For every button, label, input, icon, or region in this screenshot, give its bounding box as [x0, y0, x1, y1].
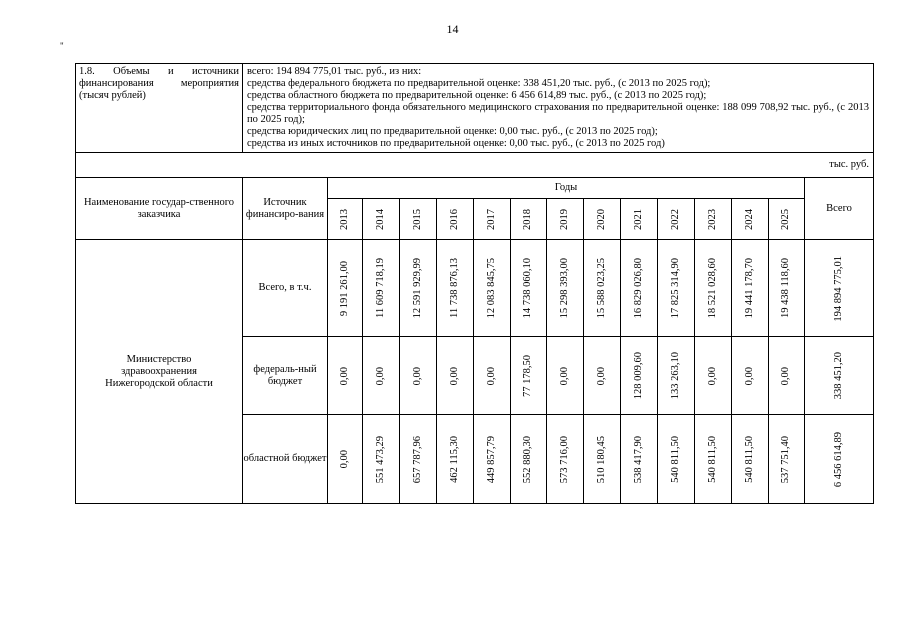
- value-cell: 14 738 060,10: [522, 258, 534, 319]
- header-years: Годы: [328, 178, 805, 199]
- units-label: тыс. руб.: [76, 153, 874, 178]
- year-label: 2025: [780, 208, 792, 230]
- customer-name: [76, 240, 243, 504]
- value-cell: 510 180,45: [595, 435, 607, 484]
- value-cell: 128 009,60: [632, 352, 644, 400]
- value-cell: 0,00: [558, 366, 570, 386]
- section-total: всего: 194 894 775,01 тыс. руб., из них:: [247, 66, 422, 77]
- value-cell: 17 825 314,90: [669, 258, 681, 319]
- value-cell: 551 473,29: [374, 435, 386, 484]
- quote-mark: ": [60, 41, 64, 51]
- value-cell: 537 751,40: [780, 435, 792, 484]
- value-cell: 657 787,96: [411, 435, 423, 484]
- section-body: [243, 64, 874, 153]
- units-row: [76, 153, 874, 178]
- value-cell: 552 880,30: [522, 435, 534, 484]
- value-cell: 9 191 261,00: [338, 260, 350, 316]
- table-row-total: [76, 240, 874, 337]
- total-cell: 338 451,20: [832, 352, 844, 400]
- section-federal: средства федерального бюджета по предварительной оценке: 338 451,20 тыс. руб., (с 2013 по 2025 год);: [247, 78, 711, 90]
- value-cell: 12 591 929,99: [411, 258, 423, 319]
- year-label: 2017: [485, 208, 497, 230]
- year-label: 2023: [706, 208, 718, 230]
- section-regional: средства областного бюджета по предварительной оценке: 6 456 614,89 тыс. руб., (с 2013 по 2025 год);: [247, 90, 707, 102]
- value-cell: 15 588 023,25: [595, 258, 607, 319]
- total-cell: 6 456 614,89: [832, 431, 844, 487]
- customer-label: Министерство здравоохранения Нижегородской области: [105, 353, 213, 389]
- value-cell: 0,00: [595, 366, 607, 386]
- value-cell: 0,00: [411, 366, 423, 386]
- year-label: 2021: [632, 208, 644, 230]
- value-cell: 0,00: [338, 366, 350, 386]
- value-cell: 0,00: [743, 366, 755, 386]
- value-cell: 0,00: [780, 366, 792, 386]
- value-cell: 0,00: [485, 366, 497, 386]
- value-cell: 540 811,50: [706, 436, 718, 483]
- year-label: 2024: [743, 208, 755, 230]
- value-cell: 449 857,79: [485, 435, 497, 484]
- year-label: 2015: [411, 208, 423, 230]
- value-cell: 538 417,90: [632, 435, 644, 484]
- value-cell: 11 609 718,19: [374, 258, 386, 319]
- year-label: 2014: [374, 208, 386, 230]
- page-number: 14: [446, 22, 459, 36]
- value-cell: 11 738 876,13: [448, 258, 460, 319]
- value-cell: 462 115,30: [448, 436, 460, 483]
- value-cell: 15 298 393,00: [558, 258, 570, 319]
- year-label: 2018: [522, 208, 534, 230]
- value-cell: 16 829 026,80: [632, 258, 644, 319]
- value-cell: 0,00: [338, 450, 350, 469]
- section-legal: средства юридических лиц по предварительной оценке: 0,00 тыс. руб., (с 2013 по 2025 год);: [247, 126, 658, 138]
- value-cell: 540 811,50: [669, 436, 681, 483]
- value-cell: 19 441 178,70: [743, 258, 755, 319]
- year-label: 2019: [558, 208, 570, 230]
- section-row: [76, 64, 874, 153]
- header-row-1: [76, 178, 874, 199]
- year-label: 2020: [595, 208, 607, 230]
- section-label: 1.8. Объемы и источники финансирования мероприятия (тысяч рублей): [76, 64, 243, 153]
- value-cell: 18 521 028,60: [706, 258, 718, 319]
- value-cell: 12 083 845,75: [485, 258, 497, 319]
- value-cell: 540 811,50: [743, 436, 755, 483]
- section-insurance: средства территориального фонда обязательного медицинского страхования по предварительной оценке: 188 099 708,92 тыс. руб., (с 2013 по 2025 год);: [247, 102, 869, 126]
- value-cell: 77 178,50: [522, 354, 534, 397]
- value-cell: 133 263,10: [669, 352, 681, 400]
- source-cell: Всего, в т.ч.: [243, 240, 328, 337]
- year-label: 2013: [338, 208, 350, 230]
- source-cell: федераль-ный бюджет: [243, 337, 328, 415]
- total-cell: 194 894 775,01: [832, 255, 844, 322]
- source-cell: областной бюджет: [243, 415, 328, 504]
- year-label: 2016: [448, 208, 460, 230]
- section-other: средства из иных источников по предварительной оценке: 0,00 тыс. руб., (с 2013 по 2025 год): [247, 138, 665, 150]
- value-cell: 19 438 118,60: [780, 258, 792, 319]
- header-total: Всего: [805, 178, 874, 240]
- header-source: Источник финансиро-вания: [243, 178, 328, 240]
- value-cell: 0,00: [706, 366, 718, 386]
- value-cell: 0,00: [448, 366, 460, 386]
- financing-table: [75, 63, 874, 504]
- value-cell: 573 716,00: [558, 435, 570, 484]
- header-customer: Наименование государ-ственного заказчика: [76, 178, 243, 240]
- year-label: 2022: [669, 208, 681, 230]
- value-cell: 0,00: [374, 366, 386, 386]
